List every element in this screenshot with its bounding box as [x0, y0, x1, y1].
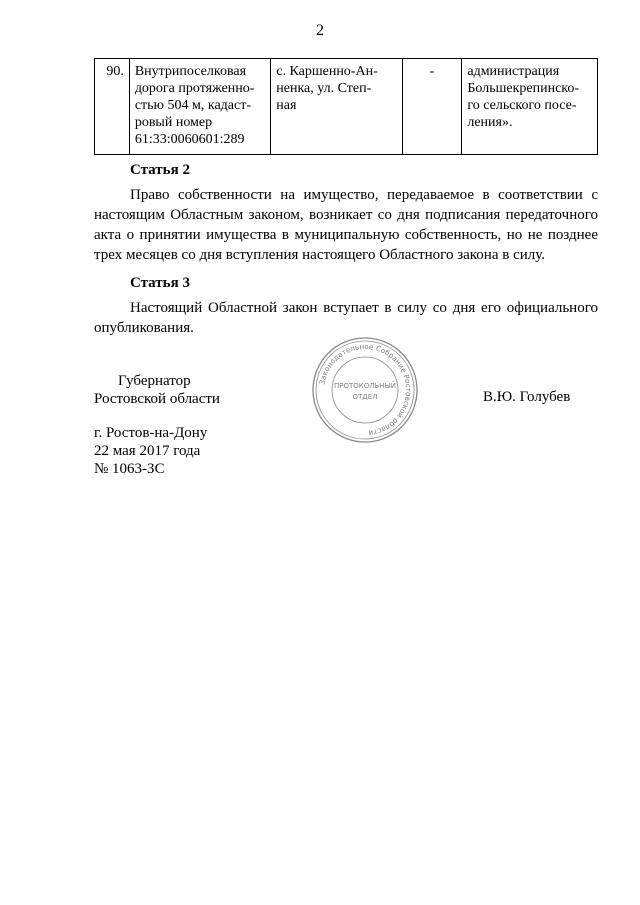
property-address-line: ненка, ул. Степ-	[276, 81, 372, 96]
article-3-heading: Статья 3	[130, 275, 190, 291]
table-row	[95, 59, 598, 155]
property-table	[94, 58, 598, 155]
place-date-block	[94, 424, 207, 478]
stamp-ring-text: Законодательное Собрание Ростовской области	[317, 341, 414, 438]
property-owner-cell	[462, 59, 598, 155]
signatory-title-line: Ростовской области	[94, 391, 220, 407]
property-name-line: ровый номер	[134, 115, 213, 130]
page-number: 2	[316, 22, 324, 39]
law-date: 22 мая 2017 года	[94, 443, 201, 459]
property-name-line: Внутрипоселковая	[134, 64, 247, 79]
property-name-line: 61:33:0060601:289	[134, 132, 245, 147]
property-owner-line: Большекрепинско-	[467, 81, 580, 96]
article-2-text: Право собственности на имущество, передаваемое в соответствии с настоящим Областным законом, возникает со дня подписания передаточного акта о принятии имущества в муниципальную собственность, но не позднее трех месяцев со дня вступления настоящего Областного закона в силу.	[94, 187, 598, 263]
signatory-title-line: Губернатор	[118, 373, 191, 389]
property-owner-line: ления».	[467, 115, 513, 130]
article-3-text: Настоящий Областной закон вступает в силу со дня его официального опубликования.	[94, 300, 598, 336]
property-owner-line: администрация	[467, 64, 560, 79]
property-area-cell: -	[402, 59, 462, 155]
signatory-title	[94, 372, 220, 408]
property-address-cell	[271, 59, 402, 155]
property-name-line: дорога протяженно-	[134, 81, 255, 96]
stamp-center-line: ПРОТОКОЛЬНЫЙ	[333, 382, 397, 390]
law-number: № 1063-ЗС	[94, 461, 165, 477]
property-owner-line: го сельского посе-	[467, 98, 577, 113]
property-address-line: с. Каршенно-Ан-	[276, 64, 378, 79]
article-2-heading: Статья 2	[130, 162, 190, 178]
property-name-line: стью 504 м, кадаст-	[134, 98, 251, 113]
row-number: 90.	[95, 59, 130, 155]
property-name-cell	[129, 59, 270, 155]
signatory-name: В.Ю. Голубев	[483, 389, 571, 405]
stamp-center-line: ОТДЕЛ	[352, 393, 378, 401]
official-stamp	[310, 335, 420, 445]
property-address-line: ная	[276, 98, 297, 113]
city: г. Ростов-на-Дону	[94, 425, 208, 441]
